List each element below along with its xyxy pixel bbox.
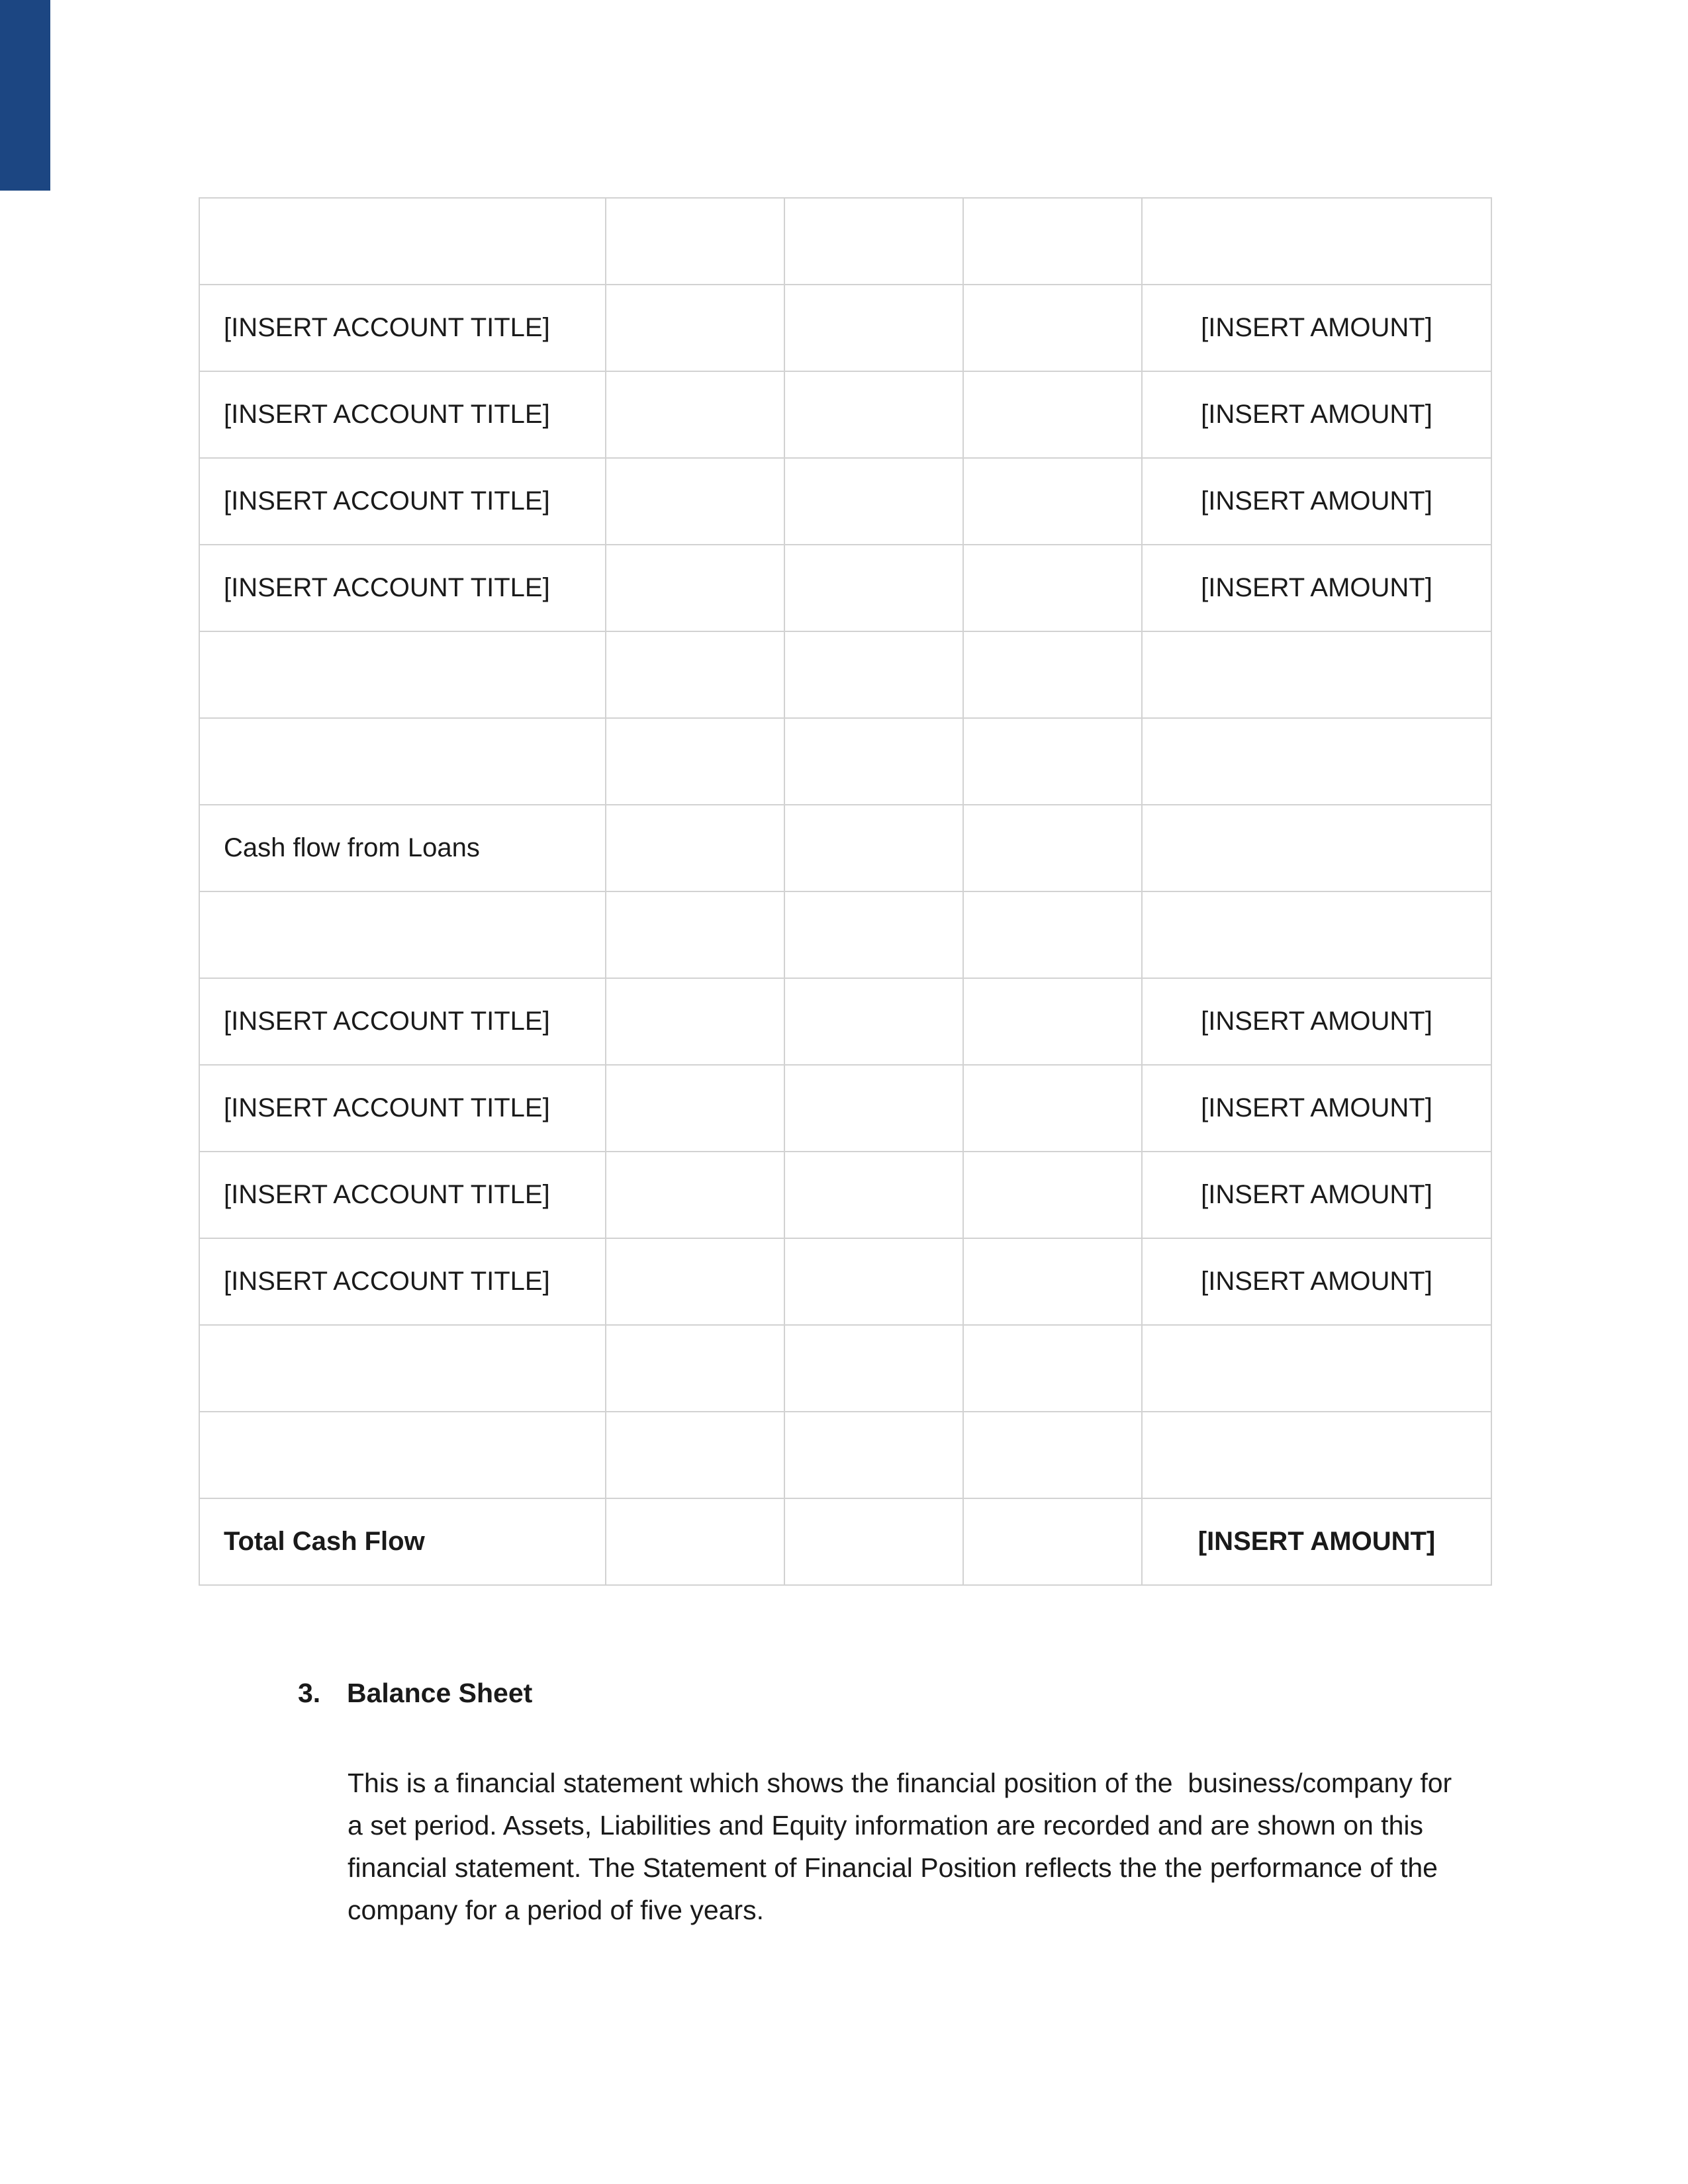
account-title-cell (199, 1412, 606, 1498)
empty-cell (784, 285, 963, 371)
empty-cell (606, 285, 784, 371)
table-row (199, 198, 1491, 285)
amount-cell (1142, 718, 1491, 805)
amount-cell (1142, 891, 1491, 978)
empty-cell (784, 1238, 963, 1325)
table-row (199, 1065, 1491, 1152)
account-title-cell: [INSERT ACCOUNT TITLE] (199, 545, 606, 631)
empty-cell (963, 805, 1142, 891)
empty-cell (606, 458, 784, 545)
empty-cell (606, 1325, 784, 1412)
table-row (199, 545, 1491, 631)
empty-cell (606, 978, 784, 1065)
total-amount-cell: [INSERT AMOUNT] (1142, 1498, 1491, 1585)
empty-cell (963, 718, 1142, 805)
empty-cell (963, 1065, 1142, 1152)
amount-cell (1142, 1325, 1491, 1412)
table-row (199, 285, 1491, 371)
section-paragraph: This is a financial statement which shows the financial position of the business/company for a set period. Assets, Liabilities and Equity information are recorded and are shown on this financial statement. The Statement of Financial Position reflects the the performance of the company for a period of five years. (348, 1768, 1452, 1925)
empty-cell (784, 978, 963, 1065)
section-heading (298, 1678, 532, 1709)
empty-cell (784, 545, 963, 631)
table-row (199, 1325, 1491, 1412)
empty-cell (963, 1498, 1142, 1585)
empty-cell (963, 458, 1142, 545)
empty-cell (606, 1412, 784, 1498)
empty-cell (606, 805, 784, 891)
empty-cell (784, 458, 963, 545)
empty-cell (606, 1498, 784, 1585)
account-title-cell (199, 1325, 606, 1412)
side-accent-bar (0, 0, 50, 191)
empty-cell (784, 718, 963, 805)
account-title-cell: [INSERT ACCOUNT TITLE] (199, 1152, 606, 1238)
amount-cell (1142, 631, 1491, 718)
table-row (199, 891, 1491, 978)
section-number: 3. (298, 1678, 321, 1708)
account-title-cell: [INSERT ACCOUNT TITLE] (199, 1065, 606, 1152)
empty-cell (784, 1152, 963, 1238)
account-title-cell: [INSERT ACCOUNT TITLE] (199, 371, 606, 458)
table-row (199, 371, 1491, 458)
amount-cell: [INSERT AMOUNT] (1142, 285, 1491, 371)
empty-cell (963, 371, 1142, 458)
empty-cell (963, 198, 1142, 285)
table-row (199, 1412, 1491, 1498)
total-label-cell: Total Cash Flow (199, 1498, 606, 1585)
account-title-cell: [INSERT ACCOUNT TITLE] (199, 285, 606, 371)
amount-cell: [INSERT AMOUNT] (1142, 1238, 1491, 1325)
empty-cell (963, 545, 1142, 631)
empty-cell (606, 1152, 784, 1238)
amount-cell: [INSERT AMOUNT] (1142, 371, 1491, 458)
empty-cell (963, 285, 1142, 371)
amount-cell (1142, 198, 1491, 285)
empty-cell (784, 891, 963, 978)
amount-cell (1142, 805, 1491, 891)
account-title-cell: [INSERT ACCOUNT TITLE] (199, 458, 606, 545)
section-title: Balance Sheet (347, 1678, 533, 1708)
empty-cell (963, 891, 1142, 978)
empty-cell (784, 1065, 963, 1152)
empty-cell (784, 1325, 963, 1412)
account-title-cell (199, 718, 606, 805)
table-row (199, 805, 1491, 891)
account-title-cell: [INSERT ACCOUNT TITLE] (199, 978, 606, 1065)
empty-cell (963, 1412, 1142, 1498)
empty-cell (606, 371, 784, 458)
amount-cell: [INSERT AMOUNT] (1142, 458, 1491, 545)
section-label-cell: Cash flow from Loans (199, 805, 606, 891)
empty-cell (784, 371, 963, 458)
empty-cell (784, 198, 963, 285)
empty-cell (606, 718, 784, 805)
empty-cell (784, 631, 963, 718)
table-row (199, 631, 1491, 718)
empty-cell (784, 1412, 963, 1498)
empty-cell (606, 1065, 784, 1152)
amount-cell: [INSERT AMOUNT] (1142, 978, 1491, 1065)
empty-cell (606, 631, 784, 718)
empty-cell (963, 1152, 1142, 1238)
account-title-cell: [INSERT ACCOUNT TITLE] (199, 1238, 606, 1325)
account-title-cell (199, 198, 606, 285)
amount-cell: [INSERT AMOUNT] (1142, 1065, 1491, 1152)
empty-cell (606, 891, 784, 978)
empty-cell (784, 805, 963, 891)
table-row (199, 1238, 1491, 1325)
empty-cell (963, 631, 1142, 718)
table-row (199, 1152, 1491, 1238)
empty-cell (606, 1238, 784, 1325)
empty-cell (784, 1498, 963, 1585)
amount-cell: [INSERT AMOUNT] (1142, 545, 1491, 631)
empty-cell (963, 1325, 1142, 1412)
table-row (199, 458, 1491, 545)
amount-cell: [INSERT AMOUNT] (1142, 1152, 1491, 1238)
empty-cell (606, 545, 784, 631)
account-title-cell (199, 891, 606, 978)
empty-cell (963, 978, 1142, 1065)
amount-cell (1142, 1412, 1491, 1498)
table-row (199, 978, 1491, 1065)
empty-cell (963, 1238, 1142, 1325)
cash-flow-table (199, 197, 1492, 1586)
empty-cell (606, 198, 784, 285)
table-row (199, 718, 1491, 805)
total-row (199, 1498, 1491, 1585)
account-title-cell (199, 631, 606, 718)
